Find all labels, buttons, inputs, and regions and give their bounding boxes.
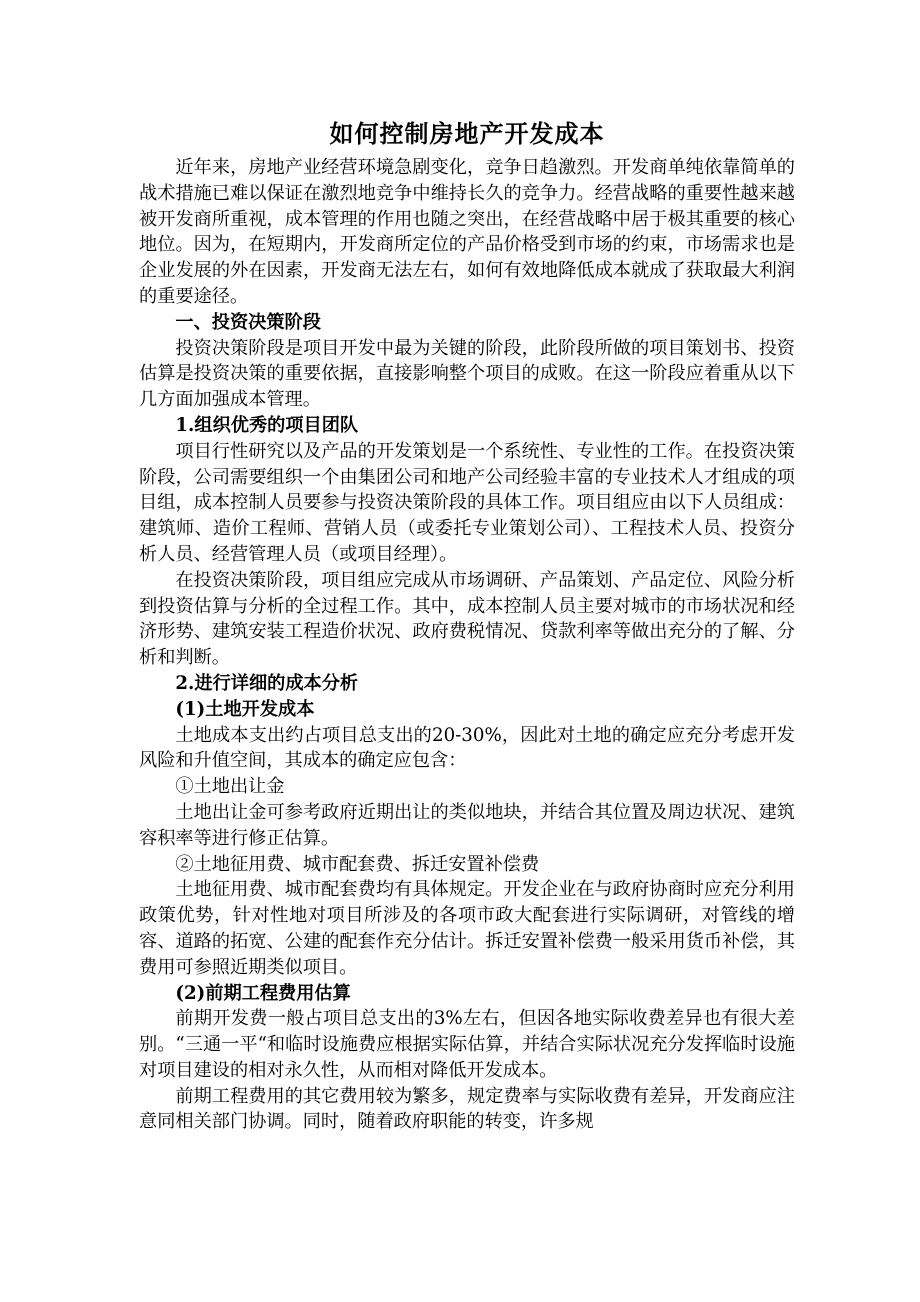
section-heading: 1.组织优秀的项目团队 xyxy=(175,414,359,436)
body-paragraph: 土地出让金可参考政府近期出让的类似地块，并结合其位置及周边状况、建筑容积率等进行修正估算。 xyxy=(139,801,795,849)
section-heading: 一、投资决策阶段 xyxy=(175,311,321,333)
section-heading: (1)土地开发成本 xyxy=(175,698,315,720)
section-heading: 2.进行详细的成本分析 xyxy=(175,672,359,694)
body-paragraph: 近年来，房地产业经营环境急剧变化，竞争日趋激烈。开发商单纯依靠简单的战术措施已难以保证在激烈地竞争中维持长久的竞争力。经营战略的重要性越来越被开发商所重视，成本管理的作用也随之突出，在经营战略中居于极其重要的核心地位。因为，在短期内，开发商所定位的产品价格受到市场的约束，市场需求也是企业发展的外在因素，开发商无法左右，如何有效地降低成本就成了获取最大利润的重要途径。 xyxy=(139,157,795,307)
document-page xyxy=(139,116,795,1135)
section-heading: (2)前期工程费用估算 xyxy=(175,982,351,1004)
list-item: ②土地征用费、城市配套费、拆迁安置补偿费 xyxy=(175,853,540,875)
body-paragraph: 在投资决策阶段，项目组应完成从市场调研、产品策划、产品定位、风险分析到投资估算与分析的全过程工作。其中，成本控制人员主要对城市的市场状况和经济形势、建筑安装工程造价状况、政府费税情况、贷款利率等做出充分的了解、分析和判断。 xyxy=(139,569,795,669)
body-paragraph: 土地成本支出约占项目总支出的20-30%，因此对土地的确定应充分考虑开发风险和升值空间，其成本的确定应包含： xyxy=(139,724,795,772)
document-title: 如何控制房地产开发成本 xyxy=(329,120,605,148)
list-item: ①土地出让金 xyxy=(175,776,285,798)
body-paragraph: 项目行性研究以及产品的开发策划是一个系统性、专业性的工作。在投资决策阶段，公司需要组织一个由集团公司和地产公司经验丰富的专业技术人才组成的项目组，成本控制人员要参与投资决策阶段的具体工作。项目组应由以下人员组成：建筑师、造价工程师、营销人员（或委托专业策划公司）、工程技术人员、投资分析人员、经营管理人员（或项目经理）。 xyxy=(139,440,795,565)
body-paragraph: 土地征用费、城市配套费均有具体规定。开发企业在与政府协商时应充分利用政策优势，针对性地对项目所涉及的各项市政大配套进行实际调研，对管线的增容、道路的拓宽、公建的配套作充分估计。拆迁安置补偿费一般采用货币补偿，其费用可参照近期类似项目。 xyxy=(139,879,795,978)
body-paragraph: 前期开发费一般占项目总支出的3%左右，但因各地实际收费差异也有很大差别。“三通一平“和临时设施费应根据实际估算，并结合实际状况充分发挥临时设施对项目建设的相对永久性，从而相对降低开发成本。 xyxy=(139,1008,795,1081)
body-paragraph: 前期工程费用的其它费用较为繁多，规定费率与实际收费有差异，开发商应注意同相关部门协调。同时，随着政府职能的转变，许多规 xyxy=(139,1085,795,1133)
document-body xyxy=(139,155,795,1135)
body-paragraph: 投资决策阶段是项目开发中最为关键的阶段，此阶段所做的项目策划书、投资估算是投资决策的重要依据，直接影响整个项目的成败。在这一阶段应着重从以下几方面加强成本管理。 xyxy=(139,337,795,411)
